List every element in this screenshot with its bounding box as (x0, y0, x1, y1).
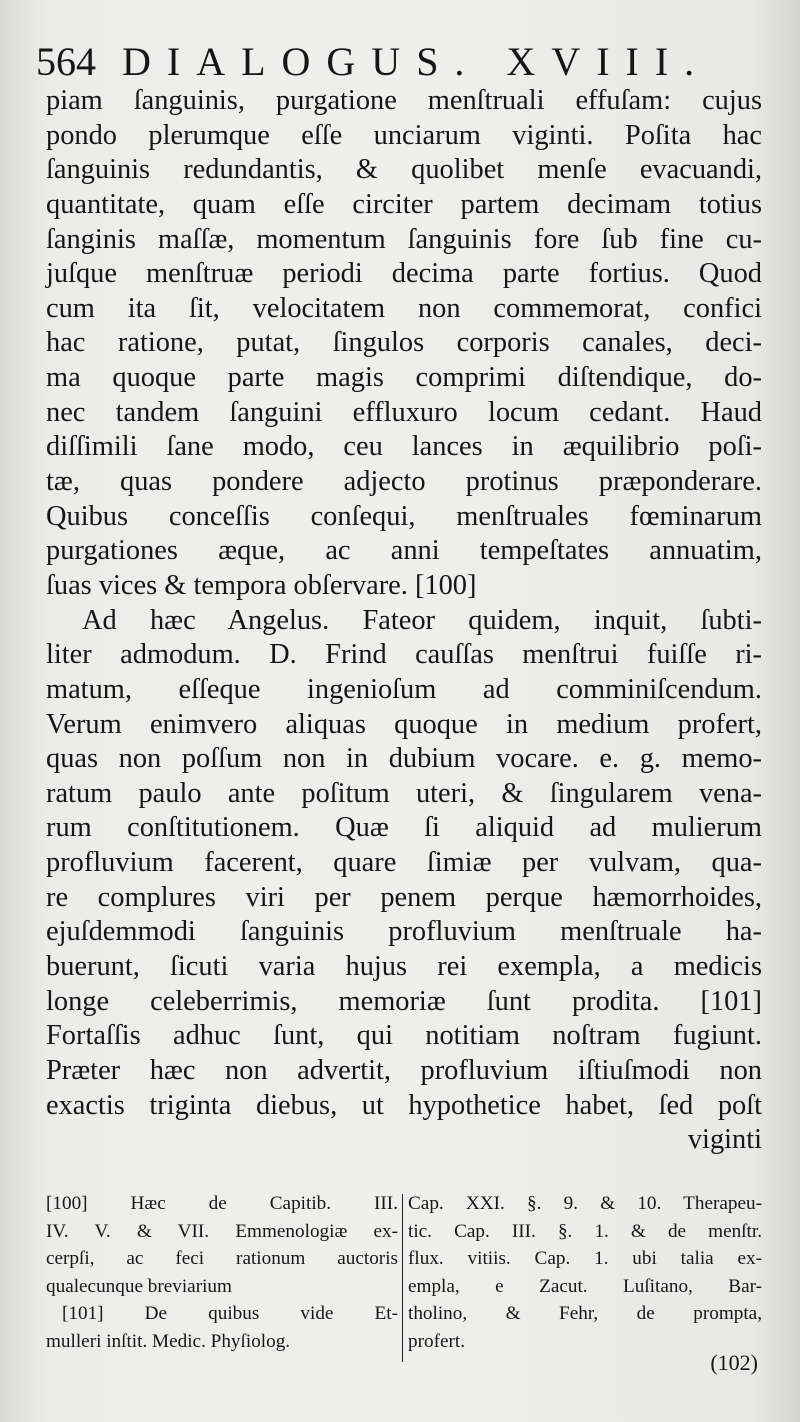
text-line: quantitate, quam eſſe circiter partem decimam totius (46, 188, 762, 220)
footnote-line: flux. vitiis. Cap. 1. ubi talia ex- (408, 1248, 762, 1269)
text-line: ma quoque parte magis comprimi diſtendique, do- (46, 362, 762, 394)
text-line: Quibus conceſſis conſequi, menſtruales fœminarum (46, 500, 762, 532)
text-line: ejuſdemmodi ſanguinis profluvium menſtruale ha- (46, 916, 762, 948)
text-line: longe celeberrimis, memoriæ ſunt prodita. [101] (46, 985, 762, 1017)
text-line: piam ſanguinis, purgatione menſtruali effuſam: cujus (46, 85, 762, 116)
footnote-line: [101] De quibus vide Et- (62, 1303, 398, 1324)
text-line: nec tandem ſanguini effluxuro locum cedant. Haud (46, 396, 762, 428)
text-line: diſſimili ſane modo, ceu lances in æquilibrio poſi- (46, 431, 762, 463)
footnote-line: profert. (408, 1330, 466, 1352)
text-line: purgationes æque, ac anni tempeſtates annuatim, (46, 535, 762, 567)
text-line: ratum paulo ante poſitum uteri, & ſingularem vena- (46, 777, 762, 809)
footnote-line: cerpſi, ac feci rationum auctoris (46, 1248, 398, 1269)
text-line: re complures viri per penem perque hæmorrhoides, (46, 881, 762, 913)
text-line: profluvium facerent, quare ſimiæ per vulvam, qua- (46, 847, 762, 879)
text-line: ſuas vices & tempora obſervare. [100] (46, 569, 477, 601)
catchword: (102) (710, 1350, 758, 1375)
text-line: juſque menſtruæ periodi decima parte fortius. Quod (46, 258, 762, 290)
text-line: tæ, quas pondere adjecto protinus præponderare. (46, 466, 762, 498)
text-line: Præter hæc non advertit, profluvium iſtiuſmodi non (46, 1054, 762, 1086)
page-number: 564 (36, 39, 96, 84)
footnote-column-left (46, 1190, 398, 1355)
main-text (46, 84, 762, 1158)
text-line: Fortaſſis adhuc ſunt, qui notitiam noſtram fugiunt. (46, 1020, 762, 1052)
text-line: cum ita ſit, velocitatem non commemorat, confici (46, 292, 762, 324)
text-line: viginti (687, 1124, 762, 1156)
footnote-divider (402, 1194, 403, 1362)
text-line: buerunt, ſicuti varia hujus rei exempla, a medicis (46, 951, 762, 983)
footnote-line: tholino, & Fehr, de prompta, (408, 1303, 762, 1324)
text-line: matum, eſſeque ingenioſum ad comminiſcendum. (46, 673, 762, 705)
text-line: Ad hæc Angelus. Fateor quidem, inquit, ſubti- (82, 604, 762, 636)
footnote-line: qualecunque breviarium (46, 1275, 232, 1297)
text-line: ſanginis maſſæ, momentum ſanguinis fore ſub fine cu- (46, 223, 762, 255)
text-line: exactis triginta diebus, ut hypothetice habet, ſed poſt (46, 1089, 762, 1121)
text-line: Verum enimvero aliquas quoque in medium profert, (46, 708, 762, 740)
text-line: hac ratione, putat, ſingulos corporis canales, deci- (46, 327, 762, 359)
footnotes (46, 1190, 762, 1370)
text-line: ſanguinis redundantis, & quolibet menſe evacuandi, (46, 154, 762, 186)
running-title: DIALOGUS. XVIII. (122, 39, 711, 84)
footnote-line: tic. Cap. III. §. 1. & de menſtr. (408, 1220, 762, 1242)
footnote-line: mulleri inſtit. Medic. Phyſiolog. (46, 1330, 291, 1352)
footnote-line: empla, e Zacut. Luſitano, Bar- (408, 1275, 762, 1297)
footnote-line: IV. V. & VII. Emmenologiæ ex- (46, 1220, 398, 1242)
footnote-line: Cap. XXI. §. 9. & 10. Therapeu- (408, 1193, 762, 1214)
text-line: quas non poſſum non in dubium vocare. e. g. memo- (46, 743, 762, 775)
footnote-line: [100] Hæc de Capitib. III. (46, 1193, 398, 1214)
text-line: liter admodum. D. Frind cauſſas menſtrui fuiſſe ri- (46, 639, 762, 671)
footnote-column-right (408, 1190, 762, 1355)
text-line: rum conſtitutionem. Quæ ſi aliquid ad mulierum (46, 812, 762, 844)
text-line: pondo plerumque eſſe unciarum viginti. Poſita hac (46, 119, 762, 151)
